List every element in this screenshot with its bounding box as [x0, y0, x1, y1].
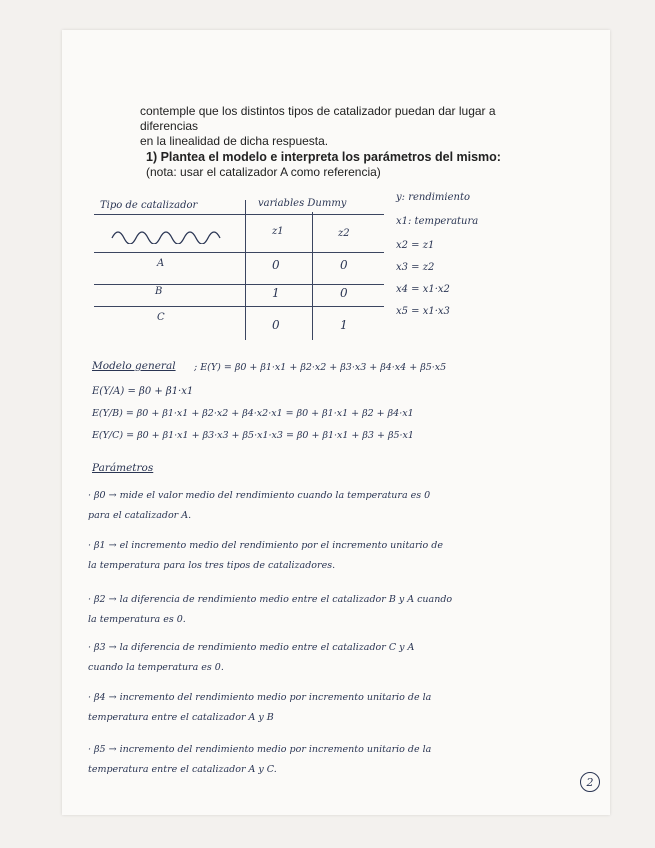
row-b-z1: 1 — [272, 286, 280, 300]
var-x2: x2 = z1 — [396, 240, 435, 251]
row-a-label: A — [157, 258, 165, 269]
row-c-label: C — [157, 312, 165, 323]
param-b3-line1: · β3 → la diferencia de rendimiento medio entre el catalizador C y A — [88, 642, 415, 653]
param-b2-line2: la temperatura es 0. — [88, 614, 186, 625]
page-number: 2 — [580, 772, 600, 792]
param-b4-line1: · β4 → incremento del rendimiento medio por incremento unitario de la — [88, 692, 432, 703]
param-b1-line2: la temperatura para los tres tipos de catalizadores. — [88, 560, 336, 571]
param-b5-line1: · β5 → incremento del rendimiento medio por incremento unitario de la — [88, 744, 432, 755]
col-z2: z2 — [338, 228, 350, 239]
table-row-line-2 — [94, 284, 384, 285]
intro-line-1: contemple que los distintos tipos de catalizador puedan dar lugar a diferencias — [140, 104, 496, 133]
row-c-z1: 0 — [272, 318, 280, 332]
row-c-z2: 1 — [340, 318, 348, 332]
param-b0-line2: para el catalizador A. — [88, 510, 192, 521]
param-b3-line2: cuando la temperatura es 0. — [88, 662, 224, 673]
row-b-label: B — [155, 286, 163, 297]
param-b0-line1: · β0 → mide el valor medio del rendimiento cuando la temperatura es 0 — [88, 490, 431, 501]
model-eq-a: E(Y/A) = β0 + β1·x1 — [92, 386, 194, 397]
table-vline-1 — [245, 200, 246, 340]
question-title: 1) Plantea el modelo e interpreta los parámetros del mismo: — [146, 150, 501, 164]
table-vline-2 — [312, 212, 313, 340]
model-label: Modelo general — [92, 360, 176, 372]
var-y: y: rendimiento — [396, 192, 471, 203]
model-general-eq: ; E(Y) = β0 + β1·x1 + β2·x2 + β3·x3 + β4·x4 + β5·x5 — [194, 362, 447, 373]
row-a-z2: 0 — [340, 258, 348, 272]
param-b2-line1: · β2 → la diferencia de rendimiento medio entre el catalizador B y A cuando — [88, 594, 453, 605]
model-eq-c: E(Y/C) = β0 + β1·x1 + β3·x3 + β5·x1·x3 = β0 + β1·x1 + β3 + β5·x1 — [92, 430, 414, 441]
var-x5: x5 = x1·x3 — [396, 306, 450, 317]
row-a-z1: 0 — [272, 258, 280, 272]
var-x1: x1: temperatura — [396, 216, 479, 227]
intro-line-2: en la linealidad de dicha respuesta. — [140, 134, 329, 148]
param-b5-line2: temperatura entre el catalizador A y C. — [88, 764, 277, 775]
table-header-line — [94, 214, 384, 215]
param-b4-line2: temperatura entre el catalizador A y B — [88, 712, 274, 723]
model-eq-b: E(Y/B) = β0 + β1·x1 + β2·x2 + β4·x2·x1 = β0 + β1·x1 + β2 + β4·x1 — [92, 408, 414, 419]
param-b1-line1: · β1 → el incremento medio del rendimiento por el incremento unitario de — [88, 540, 443, 551]
col-z1: z1 — [272, 226, 284, 237]
question-note: (nota: usar el catalizador A como referencia) — [146, 165, 381, 179]
header-tipo: Tipo de catalizador — [100, 200, 198, 211]
var-x4: x4 = x1·x2 — [396, 284, 450, 295]
row-b-z2: 0 — [340, 286, 348, 300]
table-row-line-3 — [94, 306, 384, 307]
table-row-line-1 — [94, 252, 384, 253]
header-dummy: variables Dummy — [258, 198, 347, 209]
squiggle-mark — [110, 224, 230, 244]
params-heading: Parámetros — [92, 462, 154, 474]
var-x3: x3 = z2 — [396, 262, 435, 273]
intro-text — [140, 104, 540, 149]
